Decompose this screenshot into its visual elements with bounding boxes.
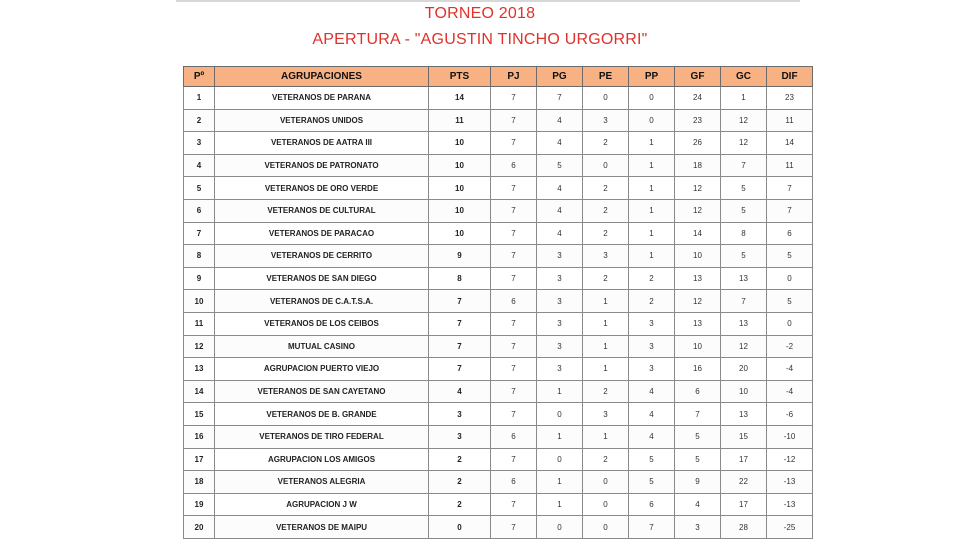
cell-team: VETERANOS DE CULTURAL	[215, 199, 429, 222]
cell-won: 1	[537, 380, 583, 403]
cell-lost: 4	[629, 380, 675, 403]
cell-team: VETERANOS DE PARANA	[215, 87, 429, 110]
cell-won: 1	[537, 471, 583, 494]
cell-goals-against: 10	[721, 380, 767, 403]
cell-drawn: 1	[583, 335, 629, 358]
cell-goals-against: 1	[721, 87, 767, 110]
cell-goals-for: 13	[675, 312, 721, 335]
cell-won: 3	[537, 267, 583, 290]
cell-lost: 4	[629, 425, 675, 448]
cell-goals-for: 12	[675, 177, 721, 200]
cell-played: 7	[491, 267, 537, 290]
cell-won: 4	[537, 177, 583, 200]
cell-points: 8	[429, 267, 491, 290]
cell-played: 7	[491, 222, 537, 245]
cell-goals-against: 13	[721, 312, 767, 335]
cell-goal-difference: -13	[767, 493, 813, 516]
cell-points: 14	[429, 87, 491, 110]
cell-points: 7	[429, 312, 491, 335]
cell-lost: 2	[629, 290, 675, 313]
table-row	[184, 448, 813, 471]
table-header-row	[184, 67, 813, 87]
table-row	[184, 380, 813, 403]
cell-won: 4	[537, 199, 583, 222]
cell-lost: 3	[629, 358, 675, 381]
cell-played: 7	[491, 245, 537, 268]
cell-won: 1	[537, 493, 583, 516]
cell-played: 7	[491, 199, 537, 222]
cell-lost: 0	[629, 87, 675, 110]
cell-goals-for: 18	[675, 154, 721, 177]
cell-goals-against: 12	[721, 132, 767, 155]
cell-goal-difference: 23	[767, 87, 813, 110]
cell-goals-for: 26	[675, 132, 721, 155]
cell-goals-against: 12	[721, 109, 767, 132]
cell-team: VETERANOS DE TIRO FEDERAL	[215, 425, 429, 448]
cell-goals-against: 7	[721, 290, 767, 313]
cell-goals-for: 7	[675, 403, 721, 426]
cell-played: 7	[491, 312, 537, 335]
cell-goals-against: 5	[721, 245, 767, 268]
cell-played: 7	[491, 87, 537, 110]
cell-team: VETERANOS DE PARACAO	[215, 222, 429, 245]
cell-drawn: 1	[583, 358, 629, 381]
cell-played: 7	[491, 516, 537, 539]
cell-lost: 0	[629, 109, 675, 132]
cell-drawn: 0	[583, 87, 629, 110]
table-row	[184, 425, 813, 448]
cell-played: 7	[491, 132, 537, 155]
cell-won: 0	[537, 403, 583, 426]
cell-lost: 7	[629, 516, 675, 539]
cell-team: VETERANOS UNIDOS	[215, 109, 429, 132]
cell-points: 10	[429, 154, 491, 177]
cell-goal-difference: -10	[767, 425, 813, 448]
cell-played: 6	[491, 425, 537, 448]
table-row	[184, 290, 813, 313]
standings-table	[183, 66, 813, 539]
cell-played: 7	[491, 109, 537, 132]
cell-played: 7	[491, 335, 537, 358]
cell-won: 7	[537, 87, 583, 110]
cell-team: VETERANOS DE PATRONATO	[215, 154, 429, 177]
table-row	[184, 109, 813, 132]
cell-team: VETERANOS DE AATRA III	[215, 132, 429, 155]
table-row	[184, 154, 813, 177]
table-row	[184, 335, 813, 358]
cell-goals-for: 10	[675, 245, 721, 268]
cell-points: 11	[429, 109, 491, 132]
cell-position: 18	[184, 471, 215, 494]
column-header-goal-difference: DIF	[767, 67, 813, 87]
cell-goals-against: 13	[721, 403, 767, 426]
cell-goal-difference: -25	[767, 516, 813, 539]
cell-drawn: 3	[583, 403, 629, 426]
cell-goals-for: 5	[675, 425, 721, 448]
cell-drawn: 1	[583, 312, 629, 335]
cell-points: 10	[429, 199, 491, 222]
cell-position: 14	[184, 380, 215, 403]
cell-goal-difference: -13	[767, 471, 813, 494]
cell-drawn: 0	[583, 516, 629, 539]
table-row	[184, 516, 813, 539]
cell-lost: 1	[629, 132, 675, 155]
table-row	[184, 199, 813, 222]
cell-goal-difference: 0	[767, 312, 813, 335]
cell-played: 7	[491, 493, 537, 516]
cell-goals-for: 9	[675, 471, 721, 494]
cell-drawn: 2	[583, 177, 629, 200]
cell-goals-against: 20	[721, 358, 767, 381]
cell-goal-difference: -12	[767, 448, 813, 471]
cell-position: 10	[184, 290, 215, 313]
column-header-won: PG	[537, 67, 583, 87]
cell-goal-difference: -4	[767, 358, 813, 381]
cell-won: 3	[537, 290, 583, 313]
cell-goals-for: 10	[675, 335, 721, 358]
cell-goals-for: 24	[675, 87, 721, 110]
cell-won: 4	[537, 109, 583, 132]
cell-goals-for: 13	[675, 267, 721, 290]
cell-goals-against: 5	[721, 177, 767, 200]
cell-goal-difference: 6	[767, 222, 813, 245]
cell-goals-against: 5	[721, 199, 767, 222]
cell-goal-difference: -4	[767, 380, 813, 403]
cell-lost: 4	[629, 403, 675, 426]
cell-goals-against: 17	[721, 493, 767, 516]
cell-position: 7	[184, 222, 215, 245]
table-row	[184, 87, 813, 110]
cell-goals-for: 12	[675, 199, 721, 222]
cell-won: 3	[537, 358, 583, 381]
cell-goal-difference: -6	[767, 403, 813, 426]
cell-drawn: 3	[583, 109, 629, 132]
cell-won: 3	[537, 335, 583, 358]
cell-position: 6	[184, 199, 215, 222]
cell-goal-difference: 11	[767, 109, 813, 132]
cell-drawn: 2	[583, 222, 629, 245]
cell-team: VETERANOS DE SAN CAYETANO	[215, 380, 429, 403]
cell-played: 7	[491, 403, 537, 426]
cell-team: VETERANOS DE ORO VERDE	[215, 177, 429, 200]
cell-position: 12	[184, 335, 215, 358]
cell-won: 1	[537, 425, 583, 448]
cell-drawn: 0	[583, 471, 629, 494]
cell-drawn: 2	[583, 132, 629, 155]
cell-drawn: 2	[583, 199, 629, 222]
cell-goals-for: 16	[675, 358, 721, 381]
cell-won: 0	[537, 448, 583, 471]
cell-lost: 1	[629, 154, 675, 177]
table-row	[184, 267, 813, 290]
cell-position: 4	[184, 154, 215, 177]
cell-position: 15	[184, 403, 215, 426]
cell-position: 1	[184, 87, 215, 110]
cell-played: 6	[491, 471, 537, 494]
cell-team: VETERANOS ALEGRIA	[215, 471, 429, 494]
cell-lost: 5	[629, 471, 675, 494]
cell-goals-against: 12	[721, 335, 767, 358]
cell-position: 17	[184, 448, 215, 471]
cell-goal-difference: 5	[767, 245, 813, 268]
cell-goals-against: 15	[721, 425, 767, 448]
cell-lost: 5	[629, 448, 675, 471]
cell-drawn: 1	[583, 290, 629, 313]
column-header-goals-against: GC	[721, 67, 767, 87]
cell-drawn: 1	[583, 425, 629, 448]
cell-position: 2	[184, 109, 215, 132]
cell-drawn: 2	[583, 267, 629, 290]
cell-lost: 1	[629, 199, 675, 222]
cell-goals-against: 13	[721, 267, 767, 290]
tournament-subtitle: APERTURA - "AGUSTIN TINCHO URGORRI"	[312, 31, 648, 48]
cell-goals-for: 3	[675, 516, 721, 539]
cell-lost: 1	[629, 177, 675, 200]
column-header-played: PJ	[491, 67, 537, 87]
cell-played: 7	[491, 448, 537, 471]
cell-position: 3	[184, 132, 215, 155]
cell-goal-difference: 7	[767, 199, 813, 222]
table-row	[184, 312, 813, 335]
table-row	[184, 471, 813, 494]
column-header-goals-for: GF	[675, 67, 721, 87]
cell-team: AGRUPACION LOS AMIGOS	[215, 448, 429, 471]
table-row	[184, 132, 813, 155]
cell-team: VETERANOS DE LOS CEIBOS	[215, 312, 429, 335]
standings-body	[184, 87, 813, 539]
cell-won: 0	[537, 516, 583, 539]
table-row	[184, 358, 813, 381]
cell-points: 4	[429, 380, 491, 403]
cell-won: 5	[537, 154, 583, 177]
cell-team: VETERANOS DE SAN DIEGO	[215, 267, 429, 290]
cell-lost: 2	[629, 267, 675, 290]
table-row	[184, 245, 813, 268]
cell-drawn: 3	[583, 245, 629, 268]
cell-lost: 3	[629, 335, 675, 358]
cell-drawn: 2	[583, 380, 629, 403]
cell-points: 2	[429, 448, 491, 471]
column-header-position: Pº	[184, 67, 215, 87]
cell-won: 4	[537, 222, 583, 245]
cell-points: 0	[429, 516, 491, 539]
cell-team: AGRUPACION J W	[215, 493, 429, 516]
cell-won: 4	[537, 132, 583, 155]
cell-points: 7	[429, 290, 491, 313]
cell-played: 6	[491, 154, 537, 177]
cell-goals-against: 22	[721, 471, 767, 494]
cell-played: 7	[491, 358, 537, 381]
column-header-drawn: PE	[583, 67, 629, 87]
cell-goal-difference: 14	[767, 132, 813, 155]
top-divider	[176, 0, 800, 2]
cell-goals-against: 8	[721, 222, 767, 245]
table-row	[184, 403, 813, 426]
cell-lost: 6	[629, 493, 675, 516]
cell-team: VETERANOS DE MAIPU	[215, 516, 429, 539]
cell-goal-difference: -2	[767, 335, 813, 358]
cell-points: 7	[429, 335, 491, 358]
cell-goals-for: 6	[675, 380, 721, 403]
cell-position: 20	[184, 516, 215, 539]
cell-position: 11	[184, 312, 215, 335]
cell-goals-for: 12	[675, 290, 721, 313]
cell-points: 10	[429, 222, 491, 245]
cell-goals-against: 17	[721, 448, 767, 471]
cell-goal-difference: 11	[767, 154, 813, 177]
table-row	[184, 493, 813, 516]
cell-team: VETERANOS DE B. GRANDE	[215, 403, 429, 426]
cell-goals-for: 5	[675, 448, 721, 471]
cell-lost: 1	[629, 245, 675, 268]
cell-played: 6	[491, 290, 537, 313]
cell-position: 16	[184, 425, 215, 448]
cell-drawn: 0	[583, 493, 629, 516]
cell-goal-difference: 0	[767, 267, 813, 290]
cell-points: 2	[429, 471, 491, 494]
cell-goal-difference: 5	[767, 290, 813, 313]
cell-position: 5	[184, 177, 215, 200]
cell-points: 10	[429, 177, 491, 200]
cell-team: AGRUPACION PUERTO VIEJO	[215, 358, 429, 381]
table-row	[184, 177, 813, 200]
cell-goals-against: 28	[721, 516, 767, 539]
column-header-lost: PP	[629, 67, 675, 87]
cell-points: 2	[429, 493, 491, 516]
cell-position: 19	[184, 493, 215, 516]
cell-won: 3	[537, 245, 583, 268]
cell-team: VETERANOS DE C.A.T.S.A.	[215, 290, 429, 313]
column-header-teams: AGRUPACIONES	[215, 67, 429, 87]
cell-goals-against: 7	[721, 154, 767, 177]
table-row	[184, 222, 813, 245]
cell-team: VETERANOS DE CERRITO	[215, 245, 429, 268]
cell-won: 3	[537, 312, 583, 335]
cell-points: 10	[429, 132, 491, 155]
cell-lost: 1	[629, 222, 675, 245]
cell-lost: 3	[629, 312, 675, 335]
cell-team: MUTUAL CASINO	[215, 335, 429, 358]
column-header-points: PTS	[429, 67, 491, 87]
cell-points: 3	[429, 425, 491, 448]
cell-points: 9	[429, 245, 491, 268]
cell-goals-for: 23	[675, 109, 721, 132]
cell-points: 3	[429, 403, 491, 426]
cell-position: 13	[184, 358, 215, 381]
cell-position: 8	[184, 245, 215, 268]
cell-position: 9	[184, 267, 215, 290]
cell-played: 7	[491, 380, 537, 403]
cell-drawn: 2	[583, 448, 629, 471]
cell-drawn: 0	[583, 154, 629, 177]
cell-played: 7	[491, 177, 537, 200]
cell-goals-for: 14	[675, 222, 721, 245]
cell-goal-difference: 7	[767, 177, 813, 200]
cell-goals-for: 4	[675, 493, 721, 516]
tournament-title: TORNEO 2018	[424, 5, 536, 22]
cell-points: 7	[429, 358, 491, 381]
